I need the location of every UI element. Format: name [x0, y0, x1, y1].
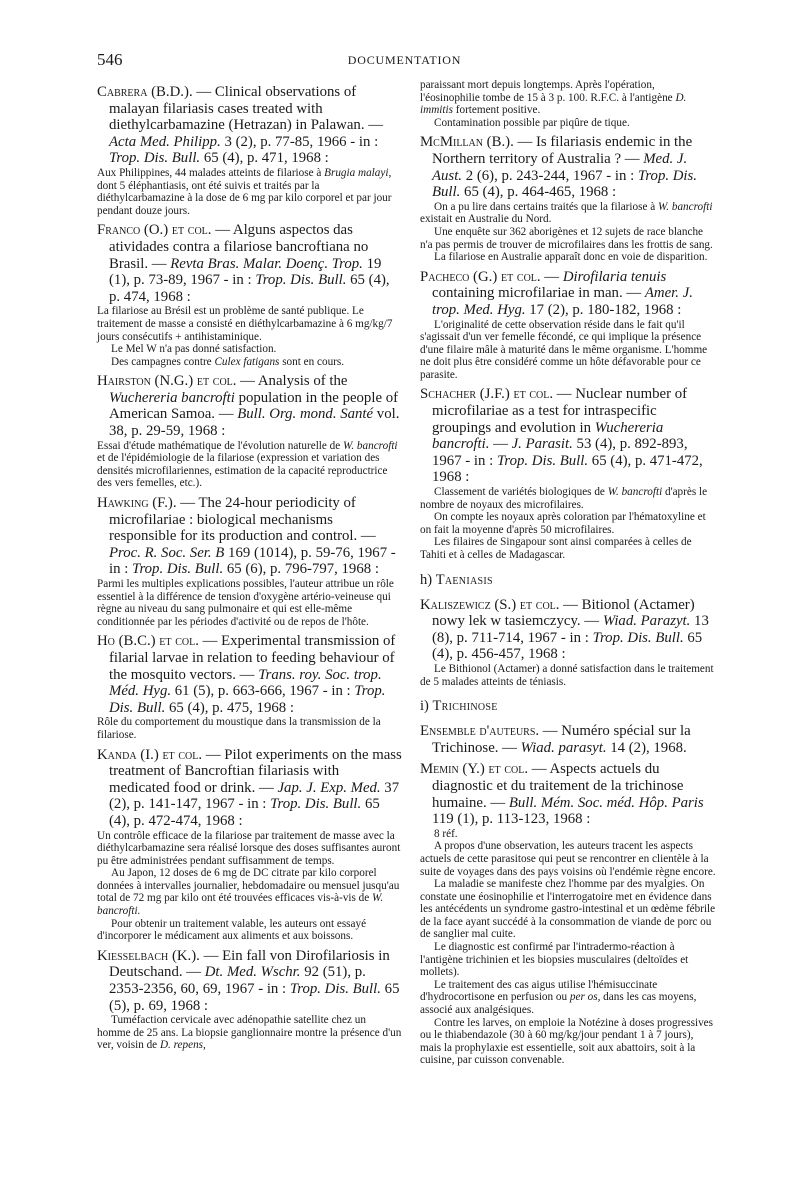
- entry-author: Hawking (F.).: [97, 495, 177, 512]
- text-run: 13 (8), p. 711-714, 1967 - in :: [432, 613, 709, 646]
- entry-author: McMillan (B.).: [420, 134, 514, 151]
- italic-run: Med. J. Aust.: [432, 150, 688, 184]
- text-run: et de l'épidémiologie de la filariose (expression et variation des densités microfilariennes, estimation de la capacité reproductrice des vers femelles, etc.).: [97, 452, 388, 490]
- text-run: 65 (5), p. 69, 1968 :: [109, 981, 400, 1014]
- text-run: On a pu lire dans certains traités que la filariose à: [434, 200, 658, 213]
- citation: [97, 747, 402, 830]
- text-run: On compte les noyaux après coloration par l'hématoxyline et on fait la moyenne d'après 50 microfilaires.: [420, 511, 706, 536]
- citation: [97, 948, 402, 1014]
- citation: [97, 495, 402, 578]
- italic-run: D. repens,: [159, 1039, 206, 1052]
- text-run: 65 (4), p. 472-474, 1968 :: [109, 796, 380, 829]
- abstract-paragraph: [420, 201, 716, 226]
- text-run: Une enquête sur 362 aborigènes et 12 sujets de race blanche n'a pas permis de trouver de microfilaires dans les frottis de sang.: [420, 225, 713, 251]
- text-run: L'originalité de cette observation réside dans le fait qu'il s'agissait d'un ver femelle fécondé, ce qui implique la présence d'une filaire mâle à maturité dans le même organisme. L'homme ne doit plus être considéré comme un hôte défavorable pour ce parasite.: [420, 318, 708, 381]
- abstract-paragraph: [97, 578, 402, 628]
- italic-run: W. bancrofti.: [97, 892, 384, 918]
- text-run: 65 (6), p. 796-797, 1968 :: [223, 561, 379, 578]
- italic-run: J. Parasit.: [511, 436, 573, 453]
- text-run: Aux Philippines, 44 malades atteints de filariose à: [97, 166, 325, 179]
- text-run: 65 (4), p. 475, 1968 :: [165, 699, 294, 716]
- entry-author: Franco (O.) et col.: [97, 222, 212, 239]
- text-run: — Is filariasis endemic in the Northern territory of Australia ? —: [432, 134, 693, 167]
- italic-run: Bull. Mém. Soc. méd. Hôp. Paris: [508, 794, 704, 811]
- text-run: 65 (4), p. 471-472, 1968 :: [432, 452, 703, 486]
- citation: [420, 269, 716, 319]
- text-run: Des campagnes contre: [111, 355, 215, 368]
- text-run: 119 (1), p. 113-123, 1968 :: [432, 811, 591, 828]
- text-run: 65 (4), p. 471, 1968 :: [200, 150, 329, 167]
- text-run: population in the people of American Samoa. —: [109, 389, 399, 423]
- entry-author: Kanda (I.) et col.: [97, 746, 203, 763]
- citation: [97, 222, 402, 305]
- text-run: sont en cours.: [279, 355, 345, 368]
- text-run: paraissant mort depuis longtemps. Après l'opération, l'éosinophilie tombe de 15 à 3 p. 100. R.F.C. à l'antigène: [420, 79, 676, 104]
- abstract-paragraph: [420, 840, 716, 878]
- text-run: 65 (4), p. 464-465, 1968 :: [460, 184, 617, 201]
- bibliography-entry: [420, 723, 716, 756]
- text-run: — Analysis of the: [236, 373, 348, 390]
- italic-run: W. bancrofti: [657, 200, 713, 213]
- italic-run: Revta Bras. Malar. Doenç. Trop.: [170, 255, 363, 272]
- citation: [420, 723, 716, 756]
- italic-run: Wuchereria bancrofti.: [432, 419, 664, 453]
- abstract-paragraph: [420, 979, 716, 1017]
- bibliography-entry: [97, 747, 402, 943]
- running-head: DOCUMENTATION: [347, 53, 462, 67]
- text-run: 65 (4), p. 474, 1968 :: [109, 272, 390, 305]
- abstract-paragraph: [97, 1014, 402, 1052]
- italic-run: Wuchereria bancrofti: [109, 389, 235, 406]
- italic-run: Acta Med. Philipp.: [109, 133, 221, 150]
- bibliography-entry: [420, 134, 716, 263]
- abstract-paragraph: [97, 167, 402, 217]
- italic-run: W. bancrofti: [343, 439, 398, 452]
- abstract-paragraph: [97, 716, 402, 741]
- left-column: [97, 84, 402, 1057]
- bibliography-entry: [420, 597, 716, 689]
- citation: [97, 84, 402, 167]
- text-run: Un contrôle efficace de la filariose par traitement de masse avec la diéthylcarbamazine sera réalisé lorsque des doses suffisantes auront pu être administrées pendant suffisamment de temps.: [97, 829, 401, 867]
- text-run: — The 24-hour periodicity of microfilariae : biological mechanisms responsible for its production and control. —: [109, 495, 376, 545]
- text-run: — Pilot experiments on the mass treatment of Bancroftian filariasis with medicated food or drink. —: [109, 746, 402, 796]
- italic-run: Trop. Dis. Bull.: [255, 272, 347, 289]
- italic-run: D. immitis: [420, 91, 687, 117]
- text-run: — Nuclear number of microfilariae as a test for intraspecific groupings and evolution in: [432, 386, 688, 436]
- text-run: Le diagnostic est confirmé par l'intradermo-réaction à l'antigène trichinien et les biopsies musculaires (deltoïdes et mollets).: [420, 941, 689, 979]
- abstract-paragraph: [420, 663, 716, 688]
- text-run: 92 (51), p. 2353-2356, 60, 69, 1967 - in :: [109, 964, 366, 998]
- abstract-paragraph: [420, 319, 716, 382]
- italic-run: Amer. J. trop. Med. Hyg.: [432, 285, 693, 318]
- text-run: A propos d'une observation, les auteurs tracent les aspects actuels de cette parasitose qui peut se rencontrer en clientèle à la suite de voyages dans des pays voisins où l'endémie règne encore.: [420, 840, 716, 878]
- abstract-paragraph: [97, 305, 402, 343]
- text-run: — Experimental transmission of filarial larvae in relation to feeding behaviour of the mosquito vectors. —: [109, 633, 396, 683]
- italic-run: Proc. R. Soc. Ser. B: [109, 544, 225, 561]
- italic-run: per os,: [569, 991, 601, 1004]
- abstract-paragraph: [420, 941, 716, 979]
- entry-author: Hairston (N.G.) et col.: [97, 373, 237, 390]
- text-run: 17 (2), p. 180-182, 1968 :: [525, 301, 682, 318]
- text-run: Rôle du comportement du moustique dans la transmission de la filariose.: [97, 716, 381, 741]
- entry-author: Kaliszewicz (S.) et col.: [420, 596, 560, 613]
- text-run: —: [489, 436, 512, 453]
- abstract-paragraph: [97, 440, 402, 490]
- abstract-paragraph: [97, 356, 402, 369]
- abstract-paragraph: [420, 1017, 716, 1067]
- text-run: dont 5 éléphantiasis, ont été suivis et traités par la diéthylcarbamazine à la dose de 6 mg par kilo corporel et par jour pendant douze jours.: [97, 179, 392, 217]
- bibliography-entry: [420, 79, 716, 129]
- abstract-paragraph: [420, 251, 716, 264]
- italic-run: Trop. Dis. Bull.: [109, 683, 386, 716]
- text-run: — Bitionol (Actamer) nowy lek w tasiemczycy. —: [432, 596, 695, 630]
- abstract-paragraph: [420, 536, 716, 561]
- text-run: 8 réf.: [434, 827, 458, 840]
- bibliography-entry: [97, 633, 402, 741]
- section-heading: [420, 572, 716, 589]
- italic-run: Bull. Org. mond. Santé: [237, 406, 374, 423]
- section-heading: [420, 698, 716, 715]
- citation: [420, 761, 716, 827]
- text-run: — Ein fall von Dirofilariosis in Deutschand. —: [109, 947, 390, 981]
- abstract-paragraph: [420, 117, 716, 130]
- abstract-paragraph: [420, 511, 716, 536]
- bibliography-entry: [420, 761, 716, 1067]
- text-run: Essai d'étude mathématique de l'évolution naturelle de: [97, 439, 344, 452]
- text-run: Contre les larves, on emploie la Notézine à doses progressives ou le thiabendazole (30 à 60 mg/kg/jour pendant 1 à 7 jours), mais la prophylaxie est essentielle, soit aux abattoirs, soit à la cuisine, par cuisson convenable.: [420, 1016, 713, 1067]
- entry-author: Pacheco (G.) et col.: [420, 268, 541, 285]
- italic-run: Dirofilaria tenuis: [562, 268, 667, 285]
- abstract-paragraph: [97, 867, 402, 917]
- text-run: 2 (6), p. 243-244, 1967 - in :: [462, 167, 638, 184]
- italic-run: Wiad. Parazyt.: [602, 613, 691, 630]
- italic-run: Trop. Dis. Bull.: [432, 167, 697, 201]
- abstract-paragraph: [420, 878, 716, 941]
- text-run: — Numéro spécial sur la Trichinose. —: [432, 723, 691, 756]
- italic-run: Wiad. parasyt.: [520, 739, 607, 756]
- section-title: Trichinose: [432, 698, 498, 715]
- section-title: Taeniasis: [435, 571, 493, 588]
- text-run: —: [540, 268, 563, 285]
- citation: [97, 373, 402, 439]
- text-run: containing microfilariae in man. —: [432, 285, 645, 302]
- italic-run: W. bancrofti: [607, 486, 663, 499]
- italic-run: Culex fatigans: [214, 355, 280, 368]
- italic-run: Trop. Dis. Bull.: [592, 629, 684, 646]
- italic-run: Jap. J. Exp. Med.: [277, 779, 381, 796]
- text-run: Tuméfaction cervicale avec adénopathie satellite chez un homme de 25 ans. La biopsie ganglionnaire montre la présence d'un ver, voisin de: [97, 1014, 402, 1052]
- text-run: Les filaires de Singapour sont ainsi comparées à celles de Tahiti et à celles de Madagascar.: [420, 536, 692, 561]
- text-run: dans les cas moyens, associé aux analgésiques.: [420, 991, 697, 1017]
- text-run: Le traitement des cas aigus utilise l'hémisuccinate d'hydrocortisone en perfusion ou: [420, 978, 658, 1004]
- italic-run: Trop. Dis. Bull.: [270, 796, 362, 813]
- text-run: — Alguns aspectos das atividades contra a filariose bancroftiana no Brasil. —: [109, 222, 369, 272]
- text-run: d'après le nombre de noyaux des microfilaires.: [420, 486, 708, 511]
- text-run: vol. 38, p. 29-59, 1968 :: [109, 406, 400, 440]
- italic-run: Trop. Dis. Bull.: [289, 981, 381, 998]
- text-run: Le Bithionol (Actamer) a donné satisfaction dans le traitement de 5 malades atteints de téniasis.: [420, 662, 714, 688]
- text-run: 37 (2), p. 141-147, 1967 - in :: [109, 779, 400, 813]
- italic-run: Trans. roy. Soc. trop. Méd. Hyg.: [109, 666, 382, 700]
- entry-author: Memin (Y.) et col.: [420, 761, 529, 778]
- citation: [420, 386, 716, 486]
- text-run: existait en Australie du Nord.: [420, 213, 552, 226]
- entry-author: Cabrera (B.D.).: [97, 84, 193, 100]
- text-run: Parmi les multiples explications possibles, l'auteur attribue un rôle essentiel à la différence de tension d'oxygène artério-veineuse qui règne au niveau du sang pulmonaire et qui est elle-même conditionnée par les périodes d'activité ou de repos de l'hôte.: [97, 578, 394, 628]
- abstract-paragraph: [420, 828, 716, 841]
- citation: [420, 597, 716, 663]
- abstract-paragraph: [420, 79, 716, 117]
- text-run: Au Japon, 12 doses de 6 mg de DC citrate par kilo corporel données à intervalles journalier, hebdomadaire ou mensuel jusqu'au total de 72 mg par kilo ont été trouvées efficaces vis-à-vis de: [97, 867, 400, 905]
- text-run: La filariose au Brésil est un problème de santé publique. Le traitement de masse a consisté en diéthylcarbamazine à 6 mg/kg/7 jours consécutifs + antihistaminique.: [97, 305, 393, 343]
- page-number: 546: [97, 50, 123, 69]
- italic-run: Trop. Dis. Bull.: [109, 150, 201, 167]
- citation: [420, 134, 716, 200]
- text-run: Pour obtenir un traitement valable, les auteurs ont essayé d'incorporer le médicament aux aliments et aux boissons.: [97, 917, 367, 943]
- text-run: — Clinical observations of malayan filariasis cases treated with diethylcarbamazine (Hetrazan) in Palawan. —: [109, 84, 384, 134]
- text-run: 3 (2), p. 77-85, 1966 - in :: [220, 133, 379, 150]
- bibliography-entry: [97, 84, 402, 217]
- abstract-paragraph: [97, 918, 402, 943]
- bibliography-entry: [420, 269, 716, 382]
- text-run: Classement de variétés biologiques de: [434, 486, 608, 499]
- bibliography-entry: [97, 495, 402, 628]
- text-run: 19 (1), p. 73-89, 1967 - in :: [109, 255, 382, 289]
- italic-run: Trop. Dis. Bull.: [132, 561, 224, 578]
- italic-run: Brugia malayi,: [324, 166, 392, 179]
- text-run: 61 (5), p. 663-666, 1967 - in :: [171, 683, 355, 700]
- entry-author: Ho (B.C.) et col.: [97, 633, 199, 650]
- abstract-paragraph: [97, 830, 402, 868]
- italic-run: Dt. Med. Wschr.: [204, 964, 301, 981]
- text-run: La filariose en Australie apparaît donc en voie de disparition.: [434, 251, 708, 264]
- entry-author: Ensemble d'auteurs.: [420, 723, 540, 740]
- abstract-paragraph: [420, 486, 716, 511]
- text-run: fortement positive.: [452, 104, 541, 117]
- bibliography-entry: [97, 373, 402, 490]
- abstract-paragraph: [420, 226, 716, 251]
- bibliography-entry: [420, 386, 716, 561]
- section-letter: h): [420, 571, 433, 588]
- citation: [97, 633, 402, 716]
- text-run: 169 (1014), p. 59-76, 1967 - in :: [109, 544, 396, 578]
- page-header: [97, 50, 712, 72]
- entry-author: Schacher (J.F.) et col.: [420, 386, 554, 403]
- text-run: 14 (2), 1968.: [606, 739, 687, 756]
- abstract-paragraph: [97, 343, 402, 356]
- italic-run: Trop. Dis. Bull.: [496, 452, 589, 469]
- text-run: Contamination possible par piqûre de tique.: [434, 116, 630, 129]
- text-run: La maladie se manifeste chez l'homme par des myalgies. On constate une éosinophilie et l'interrogatoire met en évidence dans les antécédents un syndrome gastro-intestinal et un œdème fébrile de la face ayant succédé à la consommation de viande de porc ou de sanglier mal cuite.: [420, 878, 716, 941]
- bibliography-entry: [97, 222, 402, 368]
- entry-author: Kiesselbach (K.).: [97, 947, 200, 964]
- text-run: — Aspects actuels du diagnostic et du traitement de la trichinose humaine. —: [432, 761, 684, 811]
- text-run: 65 (4), p. 456-457, 1968 :: [432, 629, 703, 663]
- bibliography-entry: [97, 948, 402, 1052]
- text-run: Le Mel W n'a pas donné satisfaction.: [111, 343, 277, 356]
- text-run: 53 (4), p. 892-893, 1967 - in :: [432, 436, 688, 469]
- right-column: [420, 79, 716, 1072]
- section-letter: i): [420, 698, 429, 715]
